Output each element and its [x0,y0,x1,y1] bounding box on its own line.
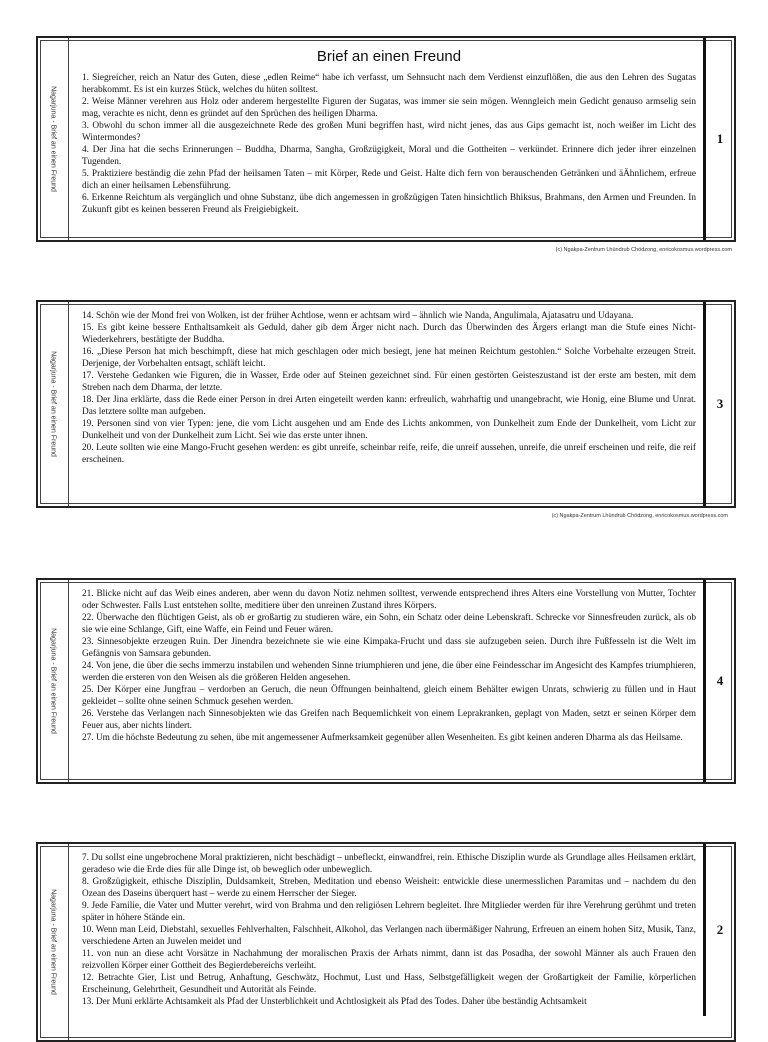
side-label-strip [38,38,69,240]
card-4 [36,578,736,784]
verse-1: 1. Siegreicher, reich an Natur des Guten, diese „edlen Reime“ habe ich verfasst, um Sehnsucht nach dem Verdienst einzuflößen, die aus den Lehren des Sugatas herabkommt. Es ist ein kurzes Stück, welches du hüten solltest. [82,73,696,95]
verse-18: 18. Der Jina erklärte, dass die Rede einer Person in drei Arten eingeteilt werden kann: erfreulich, wahrhaftig und unangebracht, wie Honig, eine Blume und Unrat. Das letztere sollte man aufgeben. [82,395,696,417]
verse-6: 6. Erkenne Reichtum als vergänglich und ohne Substanz, übe dich angemessen in großzügigen Taten hinsichtlich Bhiksus, Brahmans, den Armen und Freunden. In Zukunft gibt es keinen besseren Freund als Freigiebigkeit. [82,193,696,215]
verse-22: 22. Überwache den flüchtigen Geist, als ob er großartig zu studieren wäre, ein Sohn, ein Schatz oder deine Lebenskraft. Schrecke vor Sinnesfreuden zurück, als ob sie wie eine Schlange, Gift, eine Waffe, ein Feind und Feuer wären. [82,613,696,635]
side-label: Nagarjuna - Brief an einen Freund [49,889,57,995]
card-number-box [703,38,734,240]
verse-9: 9. Jede Familie, die Vater und Mutter verehrt, wird von Brahma und den religiösen Lehrern begleitet. Ihre Mitglieder werden für ihre Verehrung gerühmt und treten später in höhere Stände ein. [82,901,696,923]
side-label: Nagarjuna - Brief an einen Freund [49,351,57,457]
page-title: Brief an einen Freund [316,48,462,65]
verse-14: 14. Schön wie der Mond frei von Wolken, ist der früher Achtlose, wenn er achtsam wird – ähnlich wie Nanda, Angulimala, Ajatasatru und Udayana. [82,311,634,321]
card-number: 1 [716,131,724,146]
card-number: 3 [716,396,724,411]
card-content [82,588,696,778]
credit-line-1: (c) Ngakpa-Zentrum Lhündrub Chödzong, enricokosmus.wordpress.com [555,247,732,253]
side-label: Nagarjuna - Brief an einen Freund [49,86,57,192]
card-number-box [703,302,734,506]
verse-26: 26. Verstehe das Verlangen nach Sinnesobjekten wie das Greifen nach Bequemlichkeit von einem Leprakranken, geplagt von Maden, setzt er seinen Körper dem Feuer aus, aber nichts lindert. [82,709,696,731]
verse-20: 20. Leute sollten wie eine Mango-Frucht gesehen werden: es gibt unreife, scheinbar reife, reife, die unreif aussehen, unreife, die unreif erscheinen und reife, die reif erscheinen. [82,443,696,465]
credit-line-3: (c) Ngakpa-Zentrum Lhündrub Chödzong, enricokosmus.wordpress.com [551,513,728,519]
side-label: Nagarjuna - Brief an einen Freund [49,628,57,734]
verse-5: 5. Praktiziere beständig die zehn Pfad der heilsamen Taten – mit Körper, Rede und Geist. Halte dich fern von berauschenden Getränken und äÄhnlichem, erfreue dich an einer heilsamen Lebensführung. [82,169,696,191]
verse-17: 17. Verstehe Gedanken wie Figuren, die in Wasser, Erde oder auf Steinen gezeichnet sind. Für einen gestörten Geisteszustand ist der erste am besten, mit dem Streben nach dem Dharma, der letzte. [82,371,696,393]
card-number-box [703,580,734,782]
verse-25: 25. Der Körper eine Jungfrau – verdorben an Geruch, die neun Öffnungen beinhaltend, gleich einem Behälter ewigen Unrats, schwierig zu füllen und in Haut gekleidet – sollte ohne seinen Schmuck gesehen werden. [82,685,696,707]
card-2 [36,842,736,1042]
verse-23: 23. Sinnesobjekte erzeugen Ruin. Der Jinendra bezeichnete sie wie eine Kimpaka-Frucht und dass sie aufzugeben seien. Durch ihre Fußfesseln ist die Welt im Gefängnis von Samsara gebunden. [82,637,696,659]
card-number: 2 [716,922,724,937]
side-label-strip [38,580,69,782]
verse-10: 10. Wenn man Leid, Diebstahl, sexuelles Fehlverhalten, Falschheit, Alkohol, das Verlangen nach übermäßiger Nahrung, Erfreuen an einem hohen Sitz, Musik, Tanz, verschiedene Arten an Juwelen meidet und [82,925,696,947]
card-content [82,44,696,236]
verse-27: 27. Um die höchste Bedeutung zu sehen, übe mit angemessener Aufmerksamkeit gegenüber allen Wesenheiten. Es gibt keinen anderen Dharma als das Heilsame. [82,733,683,743]
card-content [82,852,696,1036]
verse-11: 11. von nun an diese acht Vorsätze in Nachahmung der moralischen Praxis der Arhats nimmt, dann ist das Posadha, der sowohl Männer als auch Frauen den reizvollen Körper einer Gottheit des Begierdebereichs verleiht. [82,949,696,971]
verse-7: 7. Du sollst eine ungebrochene Moral praktizieren, nicht beschädigt – unbefleckt, einwandfrei, rein. Ethische Disziplin wurde als Grundlage alles Heilsamen erklärt, geradeso wie die Erde dies für alle Dinge ist, ob beweglich oder unbeweglich. [82,853,696,875]
verse-3: 3. Obwohl du schon immer all die ausgezeichnete Rede des großen Muni begriffen hast, wird nicht jenes, das aus Gips gemacht ist, noch weißer im Licht des Wintermondes? [82,121,696,143]
verse-13: 13. Der Muni erklärte Achtsamkeit als Pfad der Unsterblichkeit und Achtlosigkeit als Pfad des Todes. Daher übe beständig Achtsamkeit [82,997,587,1007]
verse-2: 2. Weise Männer verehren aus Holz oder anderem hergestellte Figuren der Sugatas, was immer sie sein mögen. Wenngleich mein Gedicht genauso armselig sein mag, verachte es nicht, denn es gründet auf den Sprüchen des heiligen Dharma. [82,97,696,119]
card-content [82,310,696,502]
verse-8: 8. Großzügigkeit, ethische Disziplin, Duldsamkeit, Streben, Meditation und ebenso Weisheit: entwickle diese unermesslichen Paramitas und – nachdem du den Ozean des Daseins überquert hast – werde zu einem Herrscher der Sieger. [82,877,696,899]
verse-24: 24. Von jene, die über die sechs immerzu instabilen und wehenden Sinne triumphieren und jene, die über eine Feindesschar im Angesicht des Kampfes triumphieren, werden die ersteren von den Weisen als die größeren Helden angesehen. [82,661,696,683]
card-number: 4 [716,673,724,688]
verse-15: 15. Es gibt keine bessere Enthaltsamkeit als Geduld, daher gib dem Ärger nicht nach. Durch das Überwinden des Ärgers erlangt man die Stufe eines Nicht-Wiederkehrers, bestätigte der Buddha. [82,323,696,345]
side-label-strip [38,844,69,1040]
verse-4: 4. Der Jina hat die sechs Erinnerungen – Buddha, Dharma, Sangha, Großzügigkeit, Moral und die Gottheiten – verkündet. Erinnere dich jeder ihrer einzelnen Tugenden. [82,145,696,167]
side-label-strip [38,302,69,506]
verse-21: 21. Blicke nicht auf das Weib eines anderen, aber wenn du davon Notiz nehmen solltest, verwende entsprechend ihres Alters eine Vorstellung von Mutter, Tochter oder Schwester. Falls Lust entstehen sollte, meditiere über den unreinen Zustand ihres Körpers. [82,589,696,611]
verse-16: 16. „Diese Person hat mich beschimpft, diese hat mich geschlagen oder mich besiegt, jene hat meinen Reichtum gestohlen.“ Solche Vorbehalte erzeugen Streit. Derjenige, der Vorbehalten entsagt, schläft leicht. [82,347,696,369]
card-3 [36,300,736,508]
card-1 [36,36,736,242]
card-number-box [703,844,734,1016]
verse-19: 19. Personen sind von vier Typen: jene, die vom Licht ausgehen und am Ende des Lichts ankommen, von Dunkelheit zum Ende der Dunkelheit, vom Licht zur Dunkelheit und von der Dunkelheit zum Licht. Sei wie das erste unter ihnen. [82,419,696,441]
verse-12: 12. Betrachte Gier, List und Betrug, Anhaftung, Geschwätz, Hochmut, Lust und Hass, Selbstgefälligkeit wegen der Großartigkeit der Familie, körperlichen Erscheinung, Gelehrtheit, Gesundheit und Autorität als Feinde. [82,973,696,995]
